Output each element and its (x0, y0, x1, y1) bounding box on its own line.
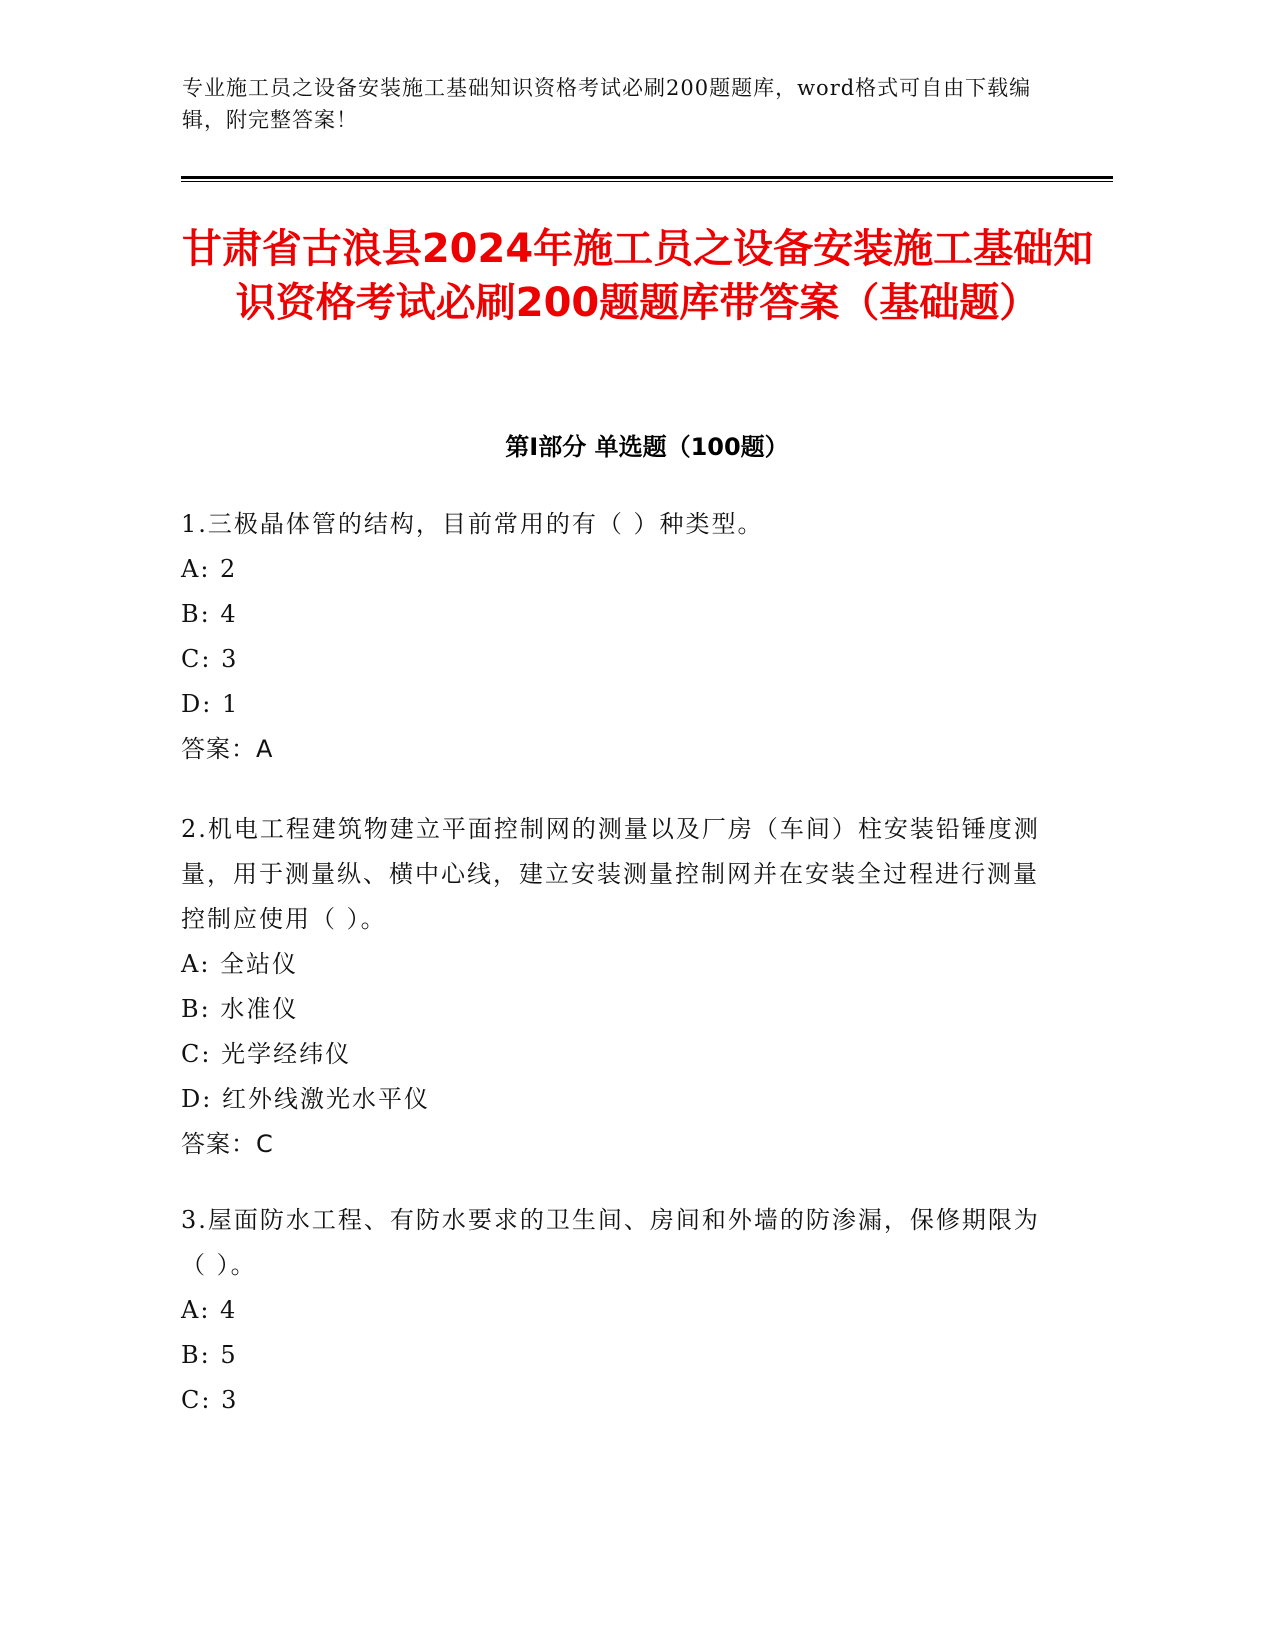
header-note: 专业施工员之设备安装施工基础知识资格考试必刷200题题库，word格式可自由下载编辑，附完整答案！ (182, 76, 1032, 132)
question-stem: 3.屋面防水工程、有防水要求的卫生间、房间和外墙的防渗漏，保修期限为（ ）。 (181, 1206, 1040, 1279)
option-b: B: 4 (181, 600, 238, 628)
question-2 (181, 807, 1041, 1167)
option-c: C: 3 (181, 645, 239, 673)
option-d: D: 红外线激光水平仪 (181, 1085, 430, 1113)
answer: 答案：A (181, 735, 274, 763)
option-c: C: 光学经纬仪 (181, 1040, 352, 1068)
document-title: 甘肃省古浪县2024年施工员之设备安装施工基础知识资格考试必刷200题题库带答案（基础题） (181, 226, 1094, 326)
section-heading: 第I部分 单选题（100题） (505, 433, 789, 461)
question-stem: 2.机电工程建筑物建立平面控制网的测量以及厂房（车间）柱安装铅锤度测量，用于测量纵、横中心线，建立安装测量控制网并在安装全过程进行测量控制应使用（ ）。 (181, 815, 1040, 933)
option-a: A: 2 (181, 555, 238, 583)
question-stem: 1.三极晶体管的结构，目前常用的有（ ）种类型。 (181, 510, 764, 538)
option-a: A: 4 (181, 1296, 238, 1324)
option-b: B: 水准仪 (181, 995, 299, 1023)
question-3 (181, 1198, 1041, 1423)
option-b: B: 5 (181, 1341, 238, 1369)
question-1 (181, 502, 1041, 772)
header-divider (181, 176, 1113, 179)
option-a: A: 全站仪 (181, 950, 299, 978)
answer: 答案：C (181, 1130, 274, 1158)
option-c: C: 3 (181, 1386, 239, 1414)
option-d: D: 1 (181, 690, 240, 718)
header-divider-thin (181, 181, 1113, 182)
